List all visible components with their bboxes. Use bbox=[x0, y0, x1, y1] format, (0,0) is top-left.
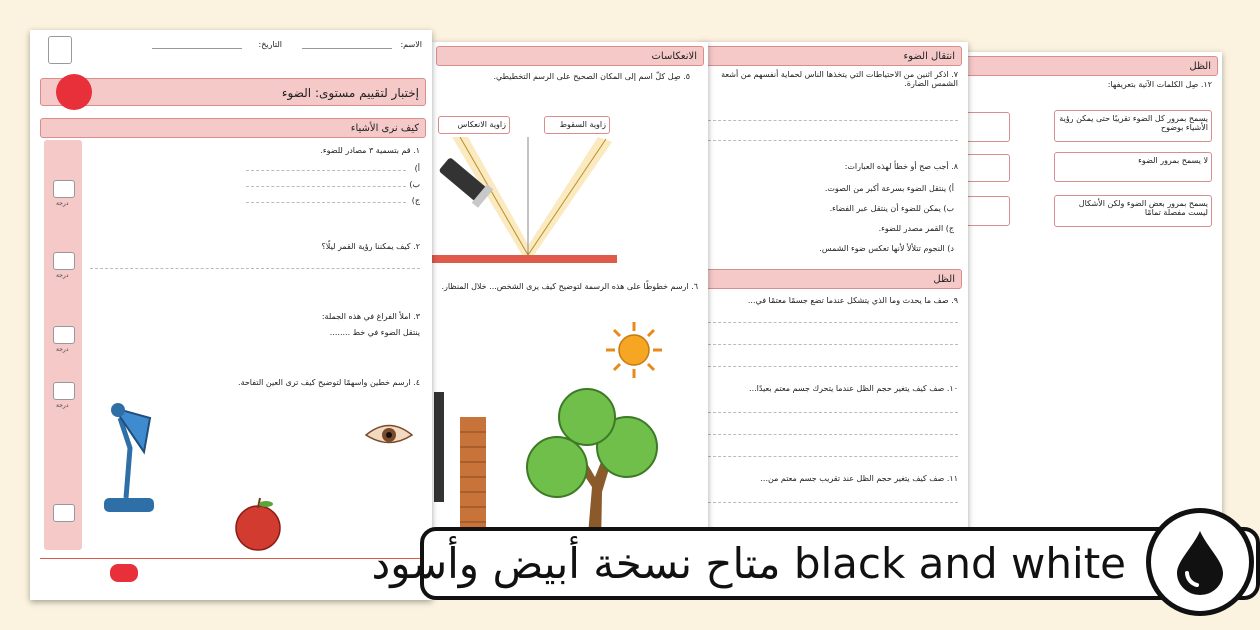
question-4: ٤. ارسم خطين واسهمًا لتوضيح كيف ترى العين التفاحة. bbox=[238, 378, 420, 387]
statement-d: د) النجوم تتلألأ لأنها تعكس ضوء الشمس. bbox=[819, 244, 954, 253]
answer-line bbox=[708, 120, 958, 121]
answer-b: ب) bbox=[409, 180, 420, 189]
sun-icon bbox=[604, 320, 664, 380]
definition-box-3: يسمح بمرور بعض الضوء ولكن الأشكال ليست مفصلة تمامًا bbox=[1054, 195, 1212, 227]
lamp-icon bbox=[100, 398, 180, 518]
answer-a: أ) bbox=[414, 164, 420, 173]
question-5: ٥. صِل كلّ اسم إلى المكان الصحيح على الرسم التخطيطي. bbox=[493, 72, 690, 81]
statement-a: أ) ينتقل الضوء بسرعة أكبر من الصوت. bbox=[824, 184, 954, 193]
mark-label: درجة bbox=[56, 346, 69, 353]
section-header-how-we-see: كيف نرى الأشياء bbox=[40, 118, 426, 138]
section-header-light-travel: انتقال الضوء bbox=[704, 46, 962, 66]
section-header-shadow: الظل bbox=[964, 56, 1218, 76]
brand-logo bbox=[56, 74, 92, 110]
question-7: ٧. اذكر اثنين من الاحتياطات التي يتخذها الناس لحماية أنفسهم من أشعة الشمس الضارة. bbox=[721, 70, 958, 88]
answer-line bbox=[708, 412, 958, 413]
question-8: ٨. أجب صح أو خطأ لهذه العبارات: bbox=[844, 162, 958, 171]
answer-c: ج) bbox=[411, 196, 420, 205]
worksheet-page-3 bbox=[700, 42, 968, 542]
answer-line bbox=[708, 434, 958, 435]
question-12: ١٢. صِل الكلمات الآتية بتعريفها: bbox=[1107, 80, 1212, 89]
mark-box bbox=[53, 252, 75, 270]
answer-line bbox=[246, 170, 406, 171]
answer-line bbox=[708, 502, 958, 503]
date-line bbox=[152, 48, 242, 49]
statement-b: ب) يمكن للضوء أن ينتقل عبر الفضاء. bbox=[829, 204, 954, 213]
label-angle-of-incidence: زاوية السقوط bbox=[544, 116, 610, 134]
page-title: إختبار لتقييم مستوى: الضوء bbox=[40, 78, 426, 106]
section-header-shadow: الظل bbox=[704, 269, 962, 289]
worksheet-page-2 bbox=[432, 42, 708, 542]
mark-box bbox=[53, 326, 75, 344]
drop-badge bbox=[1146, 508, 1254, 616]
mark-label: درجة bbox=[56, 272, 69, 279]
answer-line bbox=[708, 456, 958, 457]
question-3: ٣. املأ الفراغ في هذه الجملة: bbox=[321, 312, 420, 321]
question-10: ١٠. صف كيف يتغير حجم الظل عندما يتحرك جسم معتم بعيدًا... bbox=[749, 384, 958, 393]
mark-box bbox=[53, 382, 75, 400]
eye-icon bbox=[364, 420, 414, 450]
answer-line bbox=[708, 140, 958, 141]
answer-line bbox=[90, 268, 420, 269]
definition-box-1: يسمح بمرور كل الضوء تقريبًا حتى يمكن رؤية الأشياء بوضوح bbox=[1054, 110, 1212, 142]
reflection-diagram bbox=[432, 137, 622, 272]
mark-box bbox=[53, 180, 75, 198]
wall-icon bbox=[460, 417, 490, 542]
apple-icon bbox=[230, 496, 286, 552]
name-line bbox=[302, 48, 392, 49]
statement-c: ج) القمر مصدر للضوء. bbox=[878, 224, 954, 233]
answer-line bbox=[246, 202, 406, 203]
question-6: ٦. ارسم خطوطًا على هذه الرسمة لتوضيح كيف يرى الشخص... خلال المنظار. bbox=[441, 282, 698, 291]
question-1: ١. قم بتسمية ٣ مصادر للضوء. bbox=[320, 146, 420, 155]
section-header-reflections: الانعكاسات bbox=[436, 46, 704, 66]
question-2: ٢. كيف يمكننا رؤية القمر ليلًا؟ bbox=[321, 242, 420, 251]
worksheet-page-4 bbox=[960, 52, 1222, 542]
label-angle-of-reflection: زاوية الانعكاس bbox=[438, 116, 510, 134]
footer-divider bbox=[40, 558, 422, 559]
mark-box bbox=[53, 504, 75, 522]
banner-text: متاح نسخة أبيض وأسود black and white bbox=[371, 539, 1126, 588]
mark-label: درجة bbox=[56, 200, 69, 207]
name-label: الاسم: bbox=[400, 40, 422, 49]
answer-line bbox=[246, 186, 406, 187]
answer-line bbox=[708, 366, 958, 367]
footer-logo bbox=[110, 564, 138, 582]
score-box bbox=[48, 36, 72, 64]
drop-icon bbox=[1173, 529, 1227, 595]
periscope-icon bbox=[434, 392, 444, 502]
question-11: ١١. صف كيف يتغير حجم الظل عند تقريب جسم معتم من... bbox=[760, 474, 958, 483]
question-9: ٩. صف ما يحدث وما الذي يتشكل عندما تضع جسمًا معتمًا في... bbox=[747, 296, 958, 305]
definition-box-2: لا يسمح بمرور الضوء bbox=[1054, 152, 1212, 182]
worksheet-page-1 bbox=[30, 30, 432, 600]
bw-version-banner bbox=[371, 527, 1260, 600]
question-3-sentence: ينتقل الضوء في خط ........ bbox=[329, 328, 420, 337]
mark-label: درجة bbox=[56, 402, 69, 409]
tree-icon bbox=[517, 387, 667, 542]
answer-line bbox=[708, 322, 958, 323]
date-label: التاريخ: bbox=[258, 40, 282, 49]
answer-line bbox=[708, 344, 958, 345]
